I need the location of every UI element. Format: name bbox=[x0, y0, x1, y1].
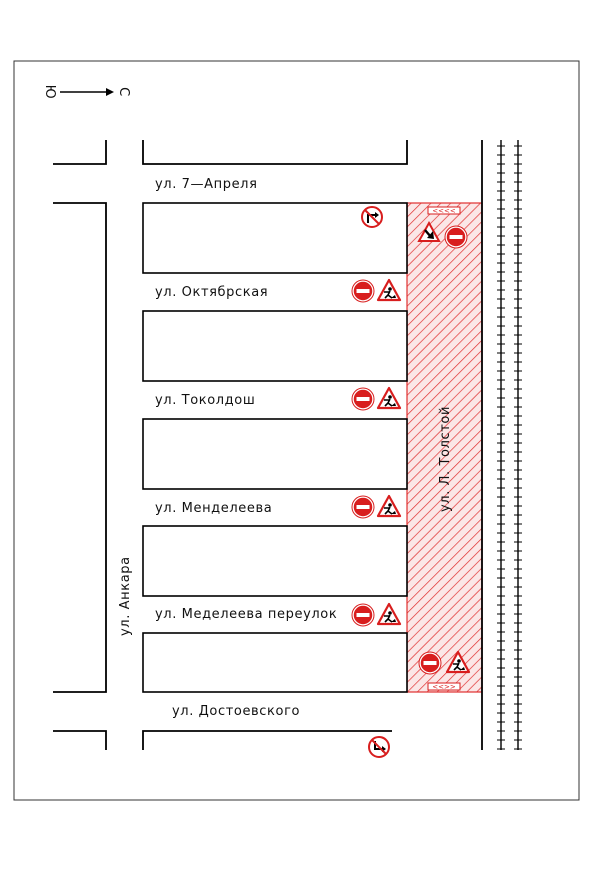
compass-arrow-head bbox=[106, 88, 114, 96]
no-entry-sign bbox=[352, 280, 374, 302]
turn-left-prohibited-sign bbox=[369, 737, 389, 757]
road-works-sign bbox=[378, 496, 400, 516]
street-label-7-aprelya: ул. 7—Апреля bbox=[155, 177, 258, 192]
turn-right-prohibited-sign bbox=[362, 207, 382, 227]
road-works-sign bbox=[378, 604, 400, 624]
road-barrier-bottom bbox=[428, 683, 460, 691]
street-label-mendeleeva-pereulok: ул. Меделеева переулок bbox=[155, 607, 338, 622]
compass bbox=[42, 85, 131, 100]
no-entry-sign bbox=[352, 496, 374, 518]
bottom-left-block-edge bbox=[53, 731, 106, 750]
road-barrier-top bbox=[428, 207, 460, 215]
street-label-oktyabrskaya: ул. Октябрская bbox=[155, 285, 269, 300]
block-4 bbox=[143, 526, 407, 596]
block-2 bbox=[143, 311, 407, 381]
svg-text:<<<<: <<<< bbox=[432, 207, 456, 215]
street-label-mendeleeva: ул. Менделеева bbox=[155, 501, 273, 516]
railway-track bbox=[497, 140, 522, 750]
street-label-ankara: ул. Анкара bbox=[118, 556, 133, 636]
street-label-tolstoy: ул. Л. Толстой bbox=[438, 405, 453, 512]
road-works-sign bbox=[378, 280, 400, 300]
no-entry-sign bbox=[352, 604, 374, 626]
block-3 bbox=[143, 419, 407, 489]
no-entry-sign bbox=[352, 388, 374, 410]
top-center-block-edge bbox=[143, 140, 407, 164]
compass-north-label: С bbox=[116, 87, 131, 97]
block-5 bbox=[143, 633, 407, 692]
svg-text:<<>>: <<>> bbox=[432, 683, 456, 691]
street-label-dostoevskogo: ул. Достоевского bbox=[172, 704, 301, 719]
road-works-sign bbox=[378, 388, 400, 408]
top-left-block-edge bbox=[53, 140, 106, 164]
no-entry-sign bbox=[419, 652, 441, 674]
street-label-tokoldosh: ул. Токолдош bbox=[155, 393, 256, 408]
left-block bbox=[53, 203, 106, 692]
no-entry-sign bbox=[445, 226, 467, 248]
bottom-center-block-edge bbox=[143, 731, 392, 750]
compass-south-label: Ю bbox=[42, 84, 57, 100]
